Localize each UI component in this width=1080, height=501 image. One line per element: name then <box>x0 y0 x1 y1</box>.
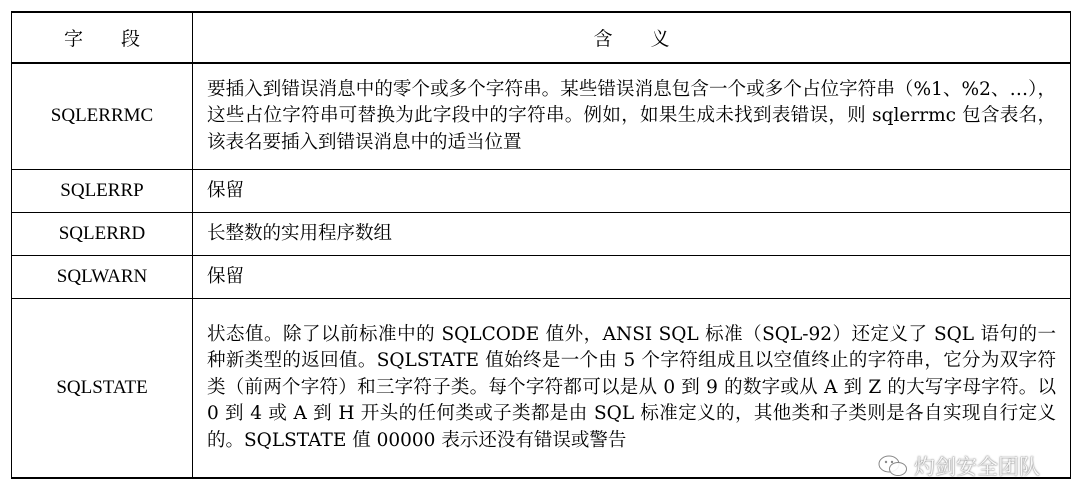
field-meaning: 保留 <box>193 169 1071 212</box>
field-name: SQLERRP <box>12 169 193 212</box>
table-header-row <box>12 12 1071 63</box>
field-meaning: 要插入到错误消息中的零个或多个字符串。某些错误消息包含一个或多个占位字符串（%1、%2、…），这些占位字符串可替换为此字段中的字符串。例如，如果生成未找到表错误，则 sqlerrmc 包含表名，该表名要插入到错误消息中的适当位置 <box>193 63 1071 169</box>
field-name: SQLERRD <box>12 212 193 255</box>
table-row <box>12 212 1071 255</box>
table-row <box>12 255 1071 298</box>
watermark-text: 灼剑安全团队 <box>914 455 1040 479</box>
field-meaning: 状态值。除了以前标准中的 SQLCODE 值外，ANSI SQL 标准（SQL-92）还定义了 SQL 语句的一种新类型的返回值。SQLSTATE 值始终是一个由 5 个字符组成且以空值终止的字符串，它分为双字符类（前两个字符）和三字符子类。每个字符都可以是从 0 到 9 的数字或从 A 到 Z 的大写字母字符。以 0 到 4 或 A 到 H 开头的任何类或子类都是由 SQL 标准定义的，其他类和子类则是各自实现自行定义的。SQLSTATE 值 00000 表示还没有错误或警告 <box>193 298 1071 478</box>
field-meaning-table <box>11 11 1071 479</box>
field-meaning: 长整数的实用程序数组 <box>193 212 1071 255</box>
header-meaning: 含 义 <box>193 12 1071 63</box>
field-name: SQLWARN <box>12 255 193 298</box>
table-row <box>12 169 1071 212</box>
field-meaning: 保留 <box>193 255 1071 298</box>
header-field: 字 段 <box>12 12 193 63</box>
wechat-icon <box>878 454 908 478</box>
watermark <box>878 451 1040 481</box>
table-row <box>12 63 1071 169</box>
field-name: SQLERRMC <box>12 63 193 169</box>
field-name: SQLSTATE <box>12 298 193 478</box>
